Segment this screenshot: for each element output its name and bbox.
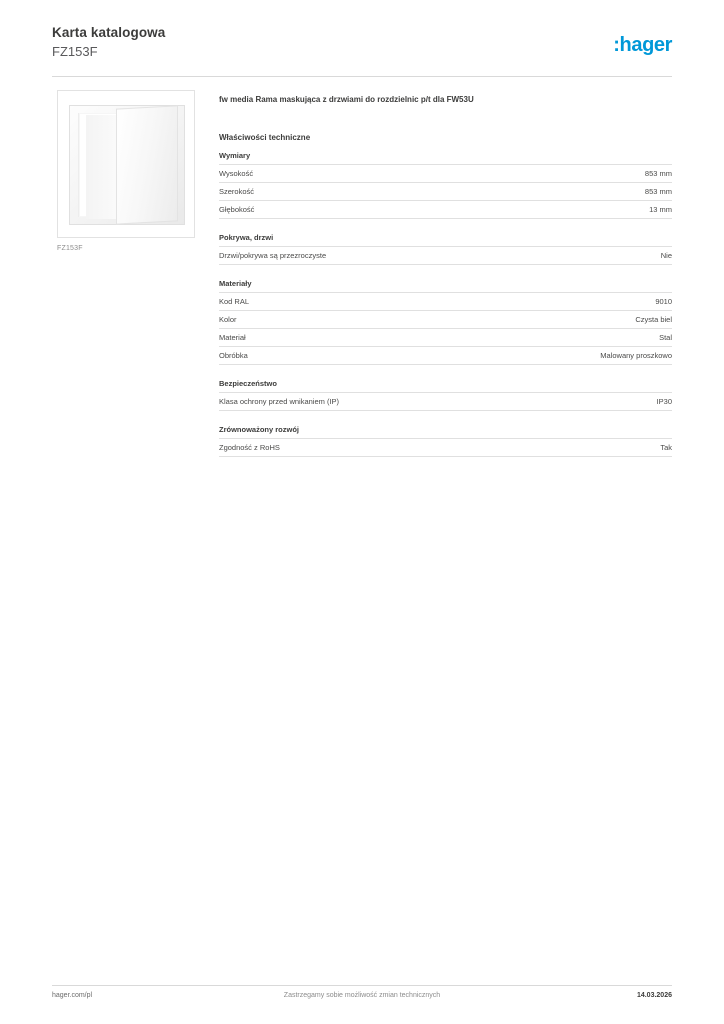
table-row xyxy=(219,183,672,201)
specifications-content xyxy=(219,94,672,471)
spec-label: Głębokość xyxy=(219,204,255,214)
spec-label: Materiał xyxy=(219,332,246,342)
spec-group-safety xyxy=(219,379,672,411)
spec-table xyxy=(219,438,672,457)
spec-table xyxy=(219,246,672,265)
spec-label: Szerokość xyxy=(219,186,255,196)
spec-label: Drzwi/pokrywa są przezroczyste xyxy=(219,250,327,260)
page-footer xyxy=(52,992,672,1006)
table-row xyxy=(219,311,672,329)
spec-value: 853 mm xyxy=(644,186,672,196)
spec-label: Kolor xyxy=(219,314,237,324)
spec-group-sustainability xyxy=(219,425,672,457)
spec-label: Klasa ochrony przed wnikaniem (IP) xyxy=(219,396,340,406)
spec-value: Stal xyxy=(659,332,672,342)
product-image-frame xyxy=(57,90,195,238)
spec-label: Zgodność z RoHS xyxy=(219,442,280,452)
hager-logo: :hager xyxy=(613,34,672,56)
group-title: Bezpieczeństwo xyxy=(219,379,277,388)
spec-value: 13 mm xyxy=(649,204,672,214)
spec-value: 853 mm xyxy=(644,168,672,178)
page-title: Karta katalogowa xyxy=(52,25,166,40)
spec-label: Wysokość xyxy=(219,168,254,178)
spec-value: Czysta biel xyxy=(635,314,672,324)
spec-table xyxy=(219,392,672,411)
table-row xyxy=(219,201,672,219)
spec-table xyxy=(219,292,672,365)
table-row xyxy=(219,165,672,183)
group-title: Wymiary xyxy=(219,151,251,160)
spec-value: IP30 xyxy=(656,396,672,406)
section-title-technical-properties: Właściwości techniczne xyxy=(219,133,311,142)
table-row xyxy=(219,439,672,457)
table-row xyxy=(219,247,672,265)
spec-value: Malowany proszkowo xyxy=(600,350,672,360)
table-row xyxy=(219,347,672,365)
spec-group-dimensions xyxy=(219,151,672,219)
table-row xyxy=(219,293,672,311)
product-figure xyxy=(57,90,195,252)
table-row xyxy=(219,393,672,411)
footer-divider xyxy=(52,985,672,986)
spec-value: Nie xyxy=(660,250,672,260)
page-subtitle: FZ153F xyxy=(52,44,98,59)
product-name: fw media Rama maskująca z drzwiami do rozdzielnic p/t dla FW53U xyxy=(219,95,474,104)
spec-value: 9010 xyxy=(655,296,672,306)
group-title: Pokrywa, drzwi xyxy=(219,233,274,242)
spec-value: Tak xyxy=(660,442,672,452)
spec-group-materials xyxy=(219,279,672,365)
product-image xyxy=(58,91,194,237)
figure-caption: FZ153F xyxy=(57,245,83,252)
header-divider xyxy=(52,76,672,77)
table-row xyxy=(219,329,672,347)
group-title: Materiały xyxy=(219,279,252,288)
spec-label: Obróbka xyxy=(219,350,248,360)
spec-group-cover-door xyxy=(219,233,672,265)
product-door-shape xyxy=(116,105,178,224)
page-header xyxy=(52,24,672,72)
product-shadow-shape xyxy=(86,115,120,219)
footer-date: 14.03.2026 xyxy=(636,992,672,999)
footer-website-link[interactable]: hager.com/pl xyxy=(52,992,93,999)
footer-disclaimer: Zastrzegamy sobie możliwość zmian technicznych xyxy=(283,992,441,999)
spec-table xyxy=(219,164,672,219)
spec-label: Kod RAL xyxy=(219,296,250,306)
group-title: Zrównoważony rozwój xyxy=(219,425,299,434)
